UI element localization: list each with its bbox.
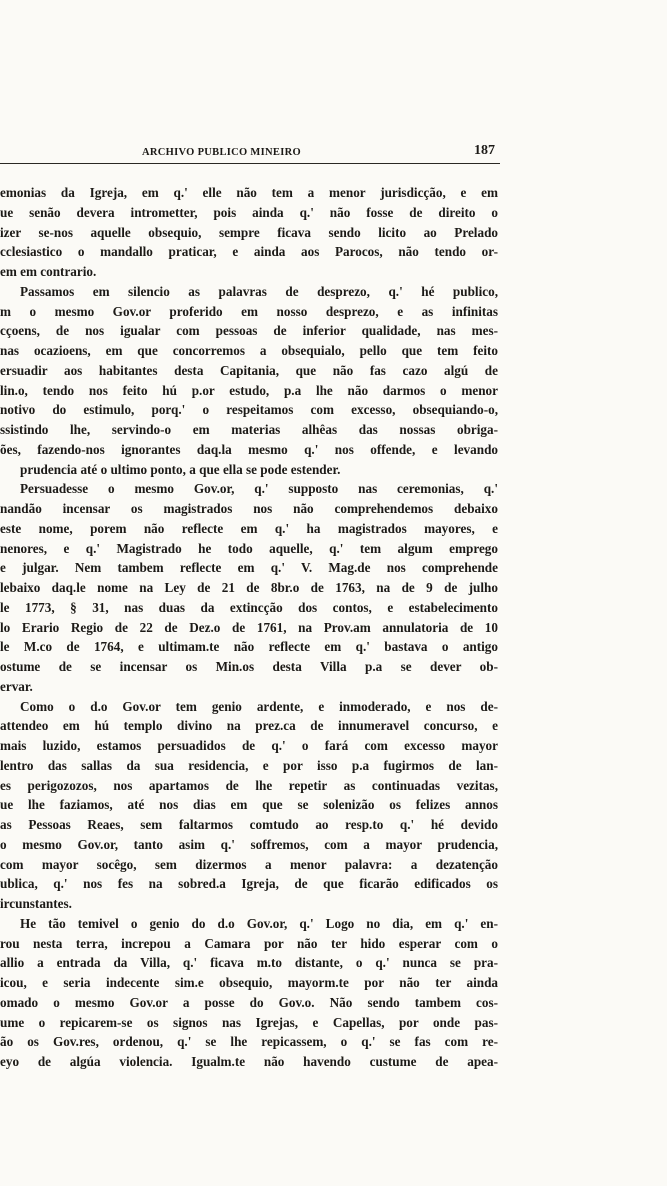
text-line: ostume de se incensar os Min.os desta Villa p.a se dever ob- [0,659,498,674]
text-line: ircunstantes. [0,896,72,911]
text-line: nas ocazioens, em que concorremos a obsequialo, pello que tem feito [0,343,498,358]
text-line: Persuadesse o mesmo Gov.or, q.' supposto nas ceremonias, q.' [20,481,498,497]
text-line: ssistindo lhe, servindo-o em materias alhêas das nossas obriga- [0,422,498,437]
text-line: lentro das sallas da sua residencia, e por isso p.a fugirmos de lan- [0,757,498,773]
text-line: le 1773, § 31, nas duas da extincção dos contos, e estabelecimento [0,599,498,615]
body-text [0,183,498,1072]
text-line: as Pessoas Reaes, sem faltarmos comtudo ao resp.to q.' hé devido [0,817,498,832]
text-line: notivo do estimulo, porq.' o respeitamos com excesso, obsequiando-o, [0,402,498,418]
text-line: e julgar. Nem tambem reflecte em q.' V. Mag.de nos comprehende [0,560,498,576]
text-line: lo Erario Regio de 22 de Dez.o de 1761, na Prov.am annulatoria de 10 [0,619,498,635]
text-line: ublica, q.' nos fes na sobred.a Igreja, de que ficarão edificados os [0,876,498,892]
text-line: omado o mesmo Gov.or a posse do Gov.o. Não sendo tambem cos- [0,994,498,1010]
text-line: ersuadir aos habitantes desta Capitania, que não fas cazo algú de [0,362,498,378]
text-line: este nome, porem não reflecte em q.' ha magistrados mayores, e [0,520,498,536]
text-line: prudencia até o ultimo ponto, a que ella se pode estender. [20,461,341,477]
text-line: cçoens, de nos igualar com pessoas de inferior qualidade, nas mes- [0,323,498,339]
text-line: em em contrario. [0,264,97,279]
text-line: com mayor socêgo, sem dizermos a menor palavra: a dezatenção [0,856,498,872]
running-head: ARCHIVO PUBLICO MINEIRO [142,147,301,158]
text-line: nenores, e q.' Magistrado he todo aquelle, q.' tem algum emprego [0,540,498,556]
text-line: nandão incensar os magistrados nos não comprehendemos debaixo [0,501,498,516]
text-line: ões, fazendo-nos ignorantes daq.la mesmo q.' nos offende, e levando [0,441,498,457]
page-number: 187 [474,143,495,158]
text-line: es perigozozos, nos apartamos de lhe repetir as continuadas vezitas, [0,777,498,793]
text-line: Passamos em silencio as palavras de desprezo, q.' hé publico, [20,283,498,299]
text-line: izer se-nos aquelle obsequio, sempre ficava sendo licito ao Prelado [0,224,498,240]
text-line: o mesmo Gov.or, tanto asim q.' soffremos, com a mayor prudencia, [0,836,498,852]
header-rule [0,163,500,164]
text-line: lebaixo daq.le nome na Ley de 21 de 8br.o de 1763, na de 9 de julho [0,580,498,595]
text-line: cclesiastico o mandallo praticar, e ainda aos Parocos, não tendo or- [0,244,498,260]
text-line: He tão temivel o genio do d.o Gov.or, q.' Logo no dia, em q.' en- [20,915,498,931]
text-line: le M.co de 1764, e ultimam.te não reflecte em q.' bastava o antigo [0,639,498,655]
text-line: ume o repicarem-se os signos nas Igrejas, e Capellas, por onde pas- [0,1014,498,1030]
text-line: attendeo em hú templo divino na prez.ca de innumeravel concurso, e [0,718,498,734]
text-line: eyo de algúa violencia. Igualm.te não havendo custume de apea- [0,1054,498,1069]
text-line: lin.o, tendo nos feito hú p.or estudo, p.a lhe não darmos o menor [0,382,498,398]
text-line: ão os Gov.res, ordenou, q.' se lhe repicassem, o q.' se fas com re- [0,1034,498,1050]
text-line: rou nesta terra, increpou a Camara por não ter hido esperar com o [0,935,498,951]
page-header [0,143,520,165]
text-line: ue lhe faziamos, até nos dias em que se solenizão os felizes annos [0,797,498,813]
text-line: Como o d.o Gov.or tem genio ardente, e inmoderado, e nos de- [20,698,498,714]
text-line: ue senão devera intrometter, pois ainda q.' não fosse de direito o [0,204,498,220]
text-line: emonias da Igreja, em q.' elle não tem a menor jurisdicção, e em [0,185,498,200]
text-line: ervar. [0,678,33,694]
text-line: mais luzido, estamos persuadidos de q.' o fará com excesso mayor [0,738,498,753]
text-line: icou, e seria indecente sim.e obsequio, mayorm.te por não ter ainda [0,975,498,990]
text-line: m o mesmo Gov.or proferido em nosso desprezo, e as infinitas [0,303,498,319]
text-line: allio a entrada da Villa, q.' ficava m.to distante, o q.' nunca se pra- [0,955,498,971]
